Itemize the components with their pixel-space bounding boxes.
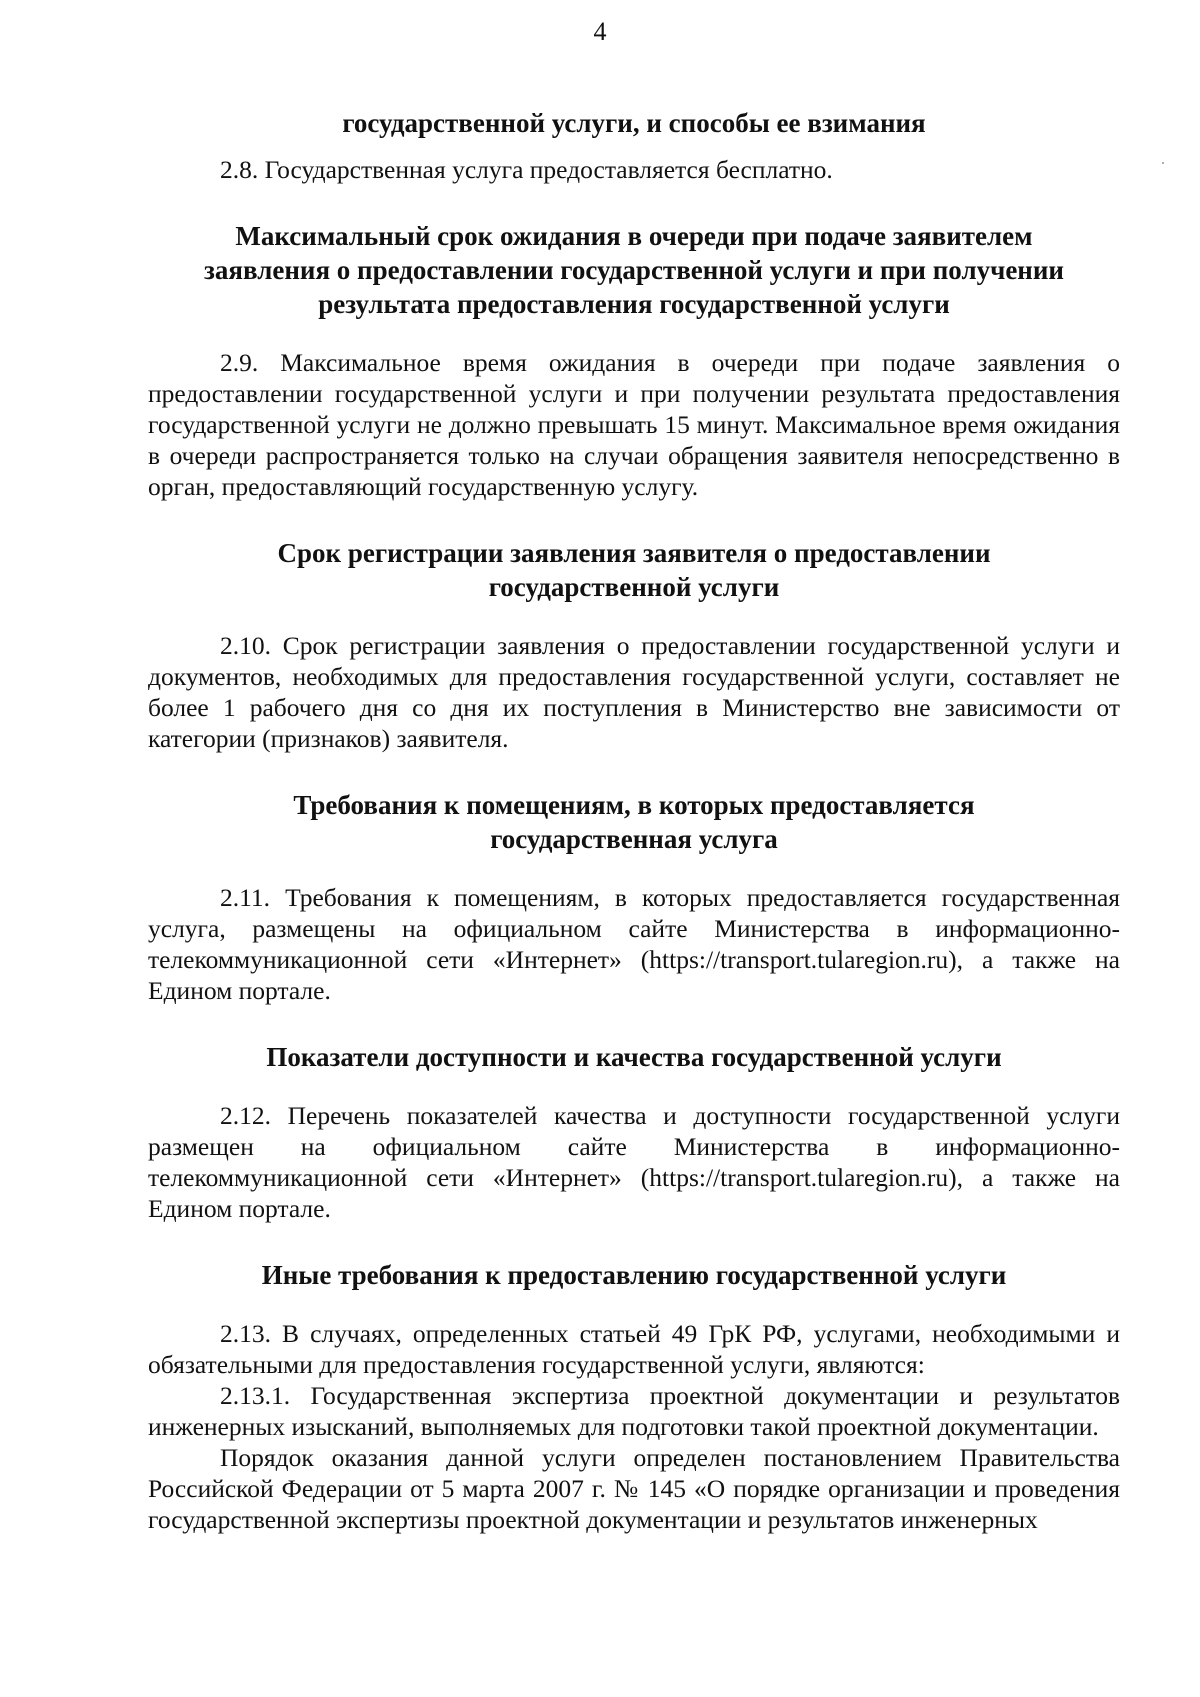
paragraph-2-13: 2.13. В случаях, определенных статьей 49 ГрК РФ, услугами, необходимыми и обязательными для предоставления государственной услуги, являются: bbox=[148, 1319, 1120, 1379]
scan-speck bbox=[1162, 162, 1164, 164]
paragraph-procedure: Порядок оказания данной услуги определен постановлением Правительства Российской Федерации от 5 марта 2007 г. № 145 «О порядке организации и проведения государственной экспертизы проектной документации и результатов инженерных bbox=[148, 1443, 1120, 1534]
section-heading-indicators bbox=[148, 1040, 1120, 1074]
paragraph-2-11: 2.11. Требования к помещениям, в которых предоставляется государственная услуга, размещены на официальном сайте Министерства в информационно-телекоммуникационной сети «Интернет» (https://transport.tularegion.ru), а также на Едином портале. bbox=[148, 883, 1120, 1005]
heading-line: государственной услуги, и способы ее взимания bbox=[342, 108, 926, 138]
heading-line: заявления о предоставлении государственной услуги и при получении bbox=[204, 255, 1064, 285]
section-heading-queue bbox=[148, 219, 1120, 321]
section-heading-fee bbox=[148, 106, 1120, 140]
heading-line: Срок регистрации заявления заявителя о предоставлении bbox=[277, 538, 991, 568]
heading-line: Иные требования к предоставлению государственной услуги bbox=[261, 1260, 1007, 1290]
paragraph-2-13-1: 2.13.1. Государственная экспертиза проектной документации и результатов инженерных изысканий, выполняемых для подготовки такой проектной документации. bbox=[148, 1381, 1120, 1441]
paragraph-2-10: 2.10. Срок регистрации заявления о предоставлении государственной услуги и документов, необходимых для предоставления государственной услуги, составляет не более 1 рабочего дня со дня их поступления в Министерство вне зависимости от категории (признаков) заявителя. bbox=[148, 631, 1120, 753]
section-heading-registration bbox=[148, 536, 1120, 604]
page-number: 4 bbox=[593, 17, 607, 46]
paragraph-2-8: 2.8. Государственная услуга предоставляется бесплатно. bbox=[220, 155, 833, 184]
heading-line: государственная услуга bbox=[490, 824, 778, 854]
heading-line: государственной услуги bbox=[488, 572, 780, 602]
section-heading-premises bbox=[148, 788, 1120, 856]
section-heading-other bbox=[148, 1258, 1120, 1292]
paragraph-2-12: 2.12. Перечень показателей качества и доступности государственной услуги размещен на официальном сайте Министерства в информационно-телекоммуникационной сети «Интернет» (https://transport.tularegion.ru), а также на Едином портале. bbox=[148, 1101, 1120, 1223]
heading-line: Максимальный срок ожидания в очереди при подаче заявителем bbox=[235, 221, 1033, 251]
heading-line: Показатели доступности и качества государственной услуги bbox=[266, 1042, 1002, 1072]
heading-line: Требования к помещениям, в которых предоставляется bbox=[293, 790, 975, 820]
document-body bbox=[148, 106, 1120, 1535]
paragraph-2-9: 2.9. Максимальное время ожидания в очереди при подаче заявления о предоставлении государственной услуги и при получении результата предоставления государственной услуги не должно превышать 15 минут. Максимальное время ожидания в очереди распространяется только на случаи обращения заявителя непосредственно в орган, предоставляющий государственную услугу. bbox=[148, 348, 1120, 501]
heading-line: результата предоставления государственной услуги bbox=[318, 289, 950, 319]
